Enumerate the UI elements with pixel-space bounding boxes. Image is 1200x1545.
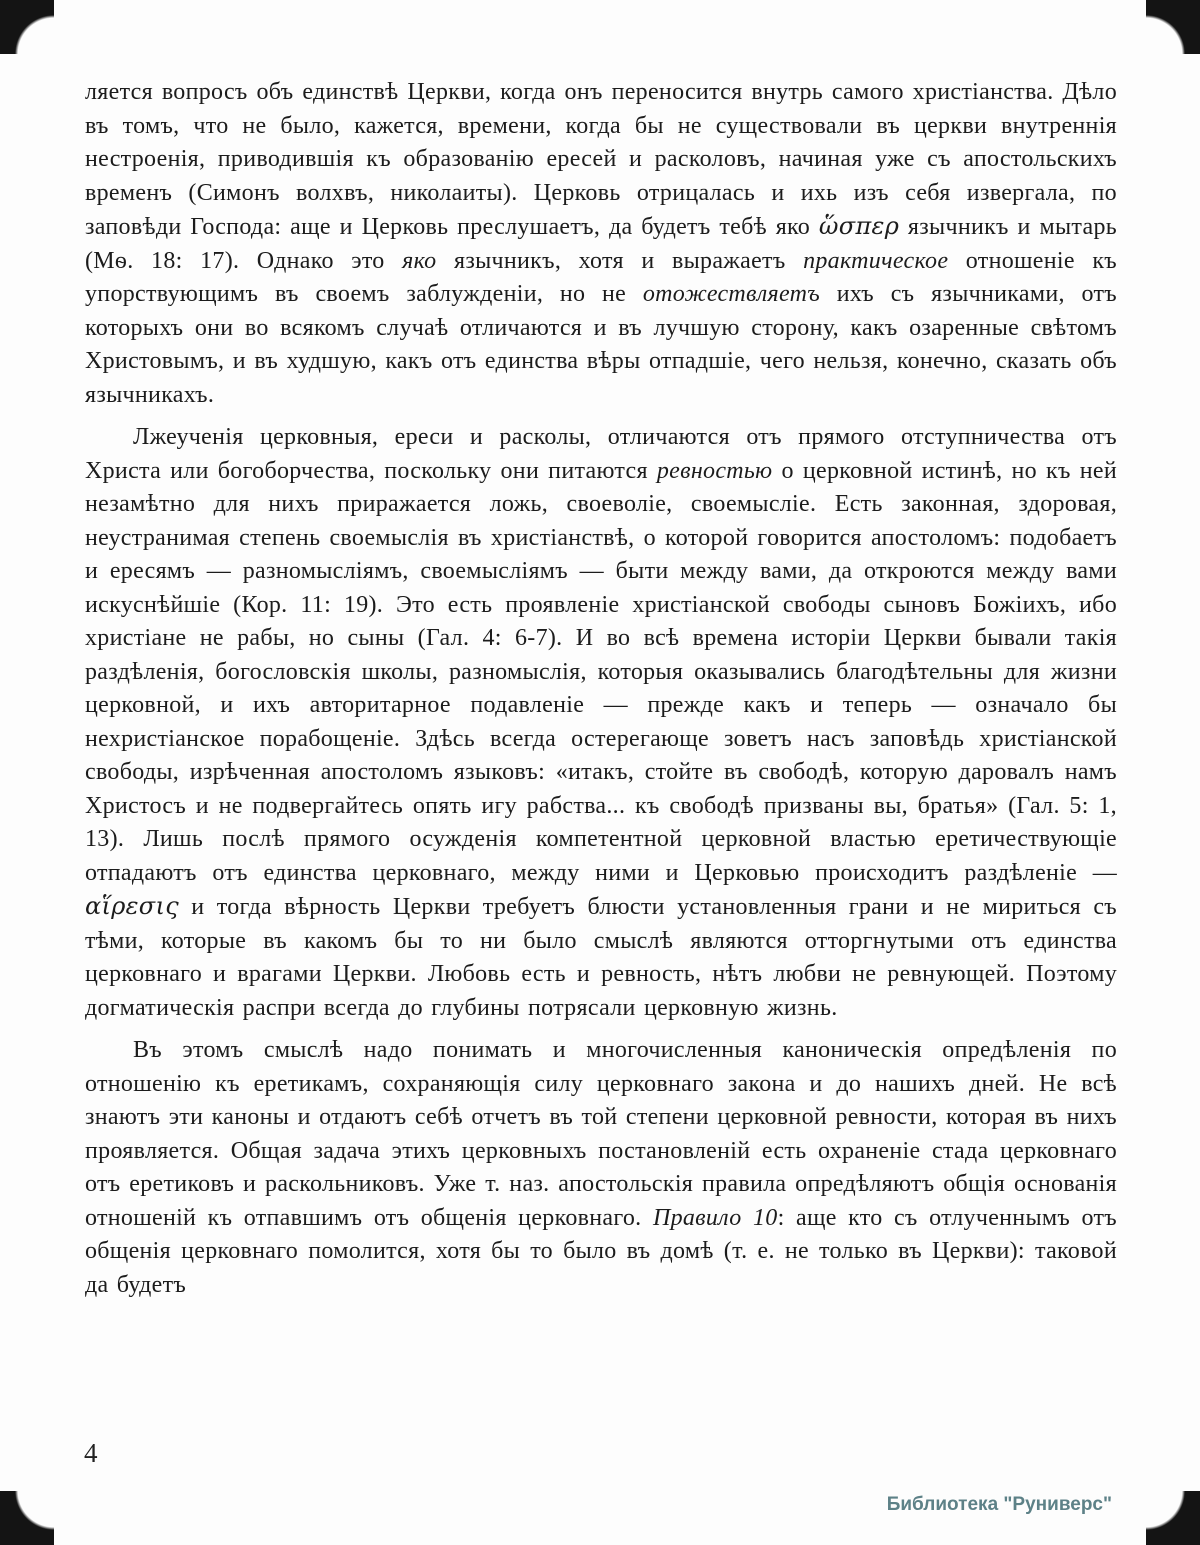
body-text: отношеніе къ упорствующимъ въ своемъ заблужденіи, но не xyxy=(85,247,1117,307)
page-number: 4 xyxy=(84,1438,98,1468)
body-text: язычникъ, хотя и выражаетъ xyxy=(436,247,804,274)
scan-corner-bottom-left xyxy=(0,1491,54,1545)
library-watermark: Библиотека "Руниверс" xyxy=(886,1494,1112,1515)
scan-corner-top-left xyxy=(0,0,54,54)
italic-text: ревностью xyxy=(656,457,773,484)
greek-term: αἵρεσις xyxy=(85,892,179,920)
paragraph xyxy=(85,421,1117,1025)
italic-text: яко xyxy=(402,247,437,274)
scan-corner-bottom-right xyxy=(1146,1491,1200,1545)
body-text: : аще кто съ отлученнымъ отъ общенія церковнаго помолится, хотя бы то было въ домѣ (т. е. не только въ Церкви): таковой да будетъ xyxy=(85,1204,1117,1298)
italic-text: практическое xyxy=(803,247,949,274)
scan-corner-top-right xyxy=(1146,0,1200,54)
paragraph xyxy=(85,1034,1117,1302)
body-text: язычникъ и мытарь (Мѳ. 18: 17). Однако это xyxy=(85,214,1117,274)
italic-text: отожествляетъ xyxy=(642,281,821,307)
body-text: Въ этомъ смыслѣ надо понимать и многочисленныя каноническія опредѣленія по отношенію къ еретикамъ, сохраняющія силу церковнаго закона и до нашихъ дней. Не всѣ знаютъ эти каноны и отдаютъ себѣ отчетъ въ той степени церковной ревности, которая въ нихъ проявляется. Общая задача этихъ церковныхъ постановленій есть охраненіе стада церковнаго отъ еретиковъ и раскольниковъ. Уже т. наз. апостольскія правила опредѣляютъ общія основанія отношеній къ отпавшимъ отъ общенія церковнаго. xyxy=(85,1037,1117,1231)
body-text: Лжеученія церковныя, ереси и расколы, отличаются отъ прямого отступничества отъ Христа или богоборчества, поскольку они питаются xyxy=(85,424,1117,484)
paragraph xyxy=(85,76,1117,412)
page-text xyxy=(85,76,1117,1311)
body-text: о церковной истинѣ, но къ ней незамѣтно для нихъ приражается ложь, своеволіе, своемысліе. Есть законная, здоровая, неустранимая степень своемыслія въ христіанствѣ, о которой говорится апостоломъ: подобаетъ и ересямъ — разномысліямъ, своемысліямъ — быти между вами, да откроются между вами искуснѣйшіе (Кор. 11: 19). Это есть проявленіе христіанской свободы сыновъ Божіихъ, ибо христіане не рабы, но сыны (Гал. 4: 6-7). И во всѣ времена исторіи Церкви бывали такія раздѣленія, богословскія школы, разномыслія, которыя оказывались благодѣтельны для жизни церковной, и ихъ авторитарное подавленіе — прежде какъ и теперь — означало бы нехристіанское порабощеніе. Здѣсь всегда остерегающе зоветъ насъ заповѣдь христіанской свободы, изрѣченная апостоломъ языковъ: «итакъ, стойте въ свободѣ, которую даровалъ намъ Христосъ и не подвергайтесь опять игу рабства... къ свободѣ призваны вы, братья» (Гал. 5: 1, 13). Лишь послѣ прямого осужденія компетентной церковной властью еретичествующіе отпадаютъ отъ единства церковнаго, между ними и Церковью происходитъ раздѣленіе — xyxy=(85,457,1117,886)
greek-term: ὥσπερ xyxy=(818,212,900,240)
body-text: ихъ съ язычниками, отъ которыхъ они во всякомъ случаѣ отличаются и въ лучшую сторону, какъ озаренные свѣтомъ Христовымъ, и въ худшую, какъ отъ единства вѣры отпадшіе, чего нельзя, конечно, сказать объ язычникахъ. xyxy=(85,281,1117,408)
body-text: и тогда вѣрность Церкви требуетъ блюсти установленныя грани и не мириться съ тѣми, которые въ какомъ бы то ни было смыслѣ являются отторгнутыми отъ единства церковнаго и врагами Церкви. Любовь есть и ревность, нѣтъ любви не ревнующей. Поэтому догматическія распри всегда до глубины потрясали церковную жизнь. xyxy=(85,894,1117,1021)
body-text: ляется вопросъ объ единствѣ Церкви, когда онъ переносится внутрь самого христіанства. Дѣло въ томъ, что не было, кажется, времени, когда бы не существовали въ церкви внутреннія нестроенія, приводившія къ образованію ересей и расколовъ, начиная уже съ апостольскихъ временъ (Симонъ волхвъ, николаиты). Церковь отрицалась и ихь изъ себя извергала, по заповѣди Господа: аще и Церковь преслушаетъ, да будетъ тебѣ яко xyxy=(85,79,1117,240)
italic-text: Правило 10 xyxy=(652,1204,778,1231)
